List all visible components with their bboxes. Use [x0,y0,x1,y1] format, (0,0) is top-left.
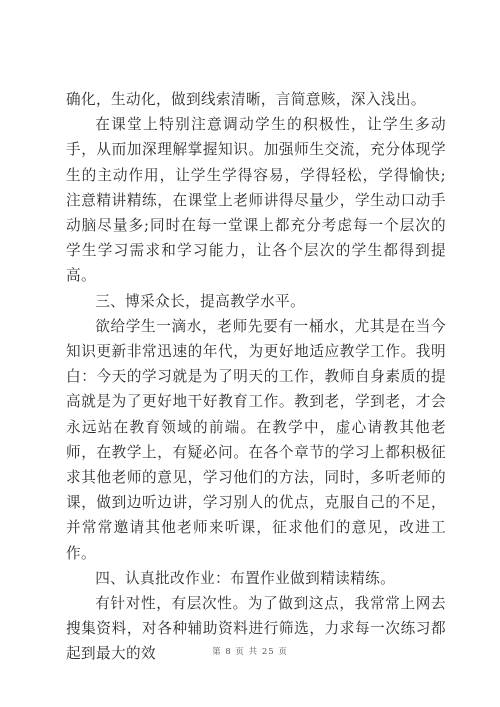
paragraph-1: 确化，生动化，做到线索清晰，言简意赅，深入浅出。 [66,91,426,108]
page-number-footer: 第 8 页 共 25 页 [212,647,288,657]
section-heading-3: 三、博采众长，提高教学水平。 [95,292,306,310]
paragraph-2: 在课堂上特别注意调动学生的积极性，让学生多动手，从而加深理解掌握知识。加强师生交流，充分体现学生的主动作用，让学生学得容易，学得轻松，学得愉快;注意精讲精练，在课堂上老师讲得尽量少，学生动口动手动脑尽量多;同时在每一堂课上都充分考虑每一个层次的学生学习需求和学习能力，让各个层次的学生都得到提高。 [66,116,446,285]
paragraph-6: 有针对性，有层次性。为了做到这点，我常常上网去搜集资料，对各种辅助资料进行筛选，力求每一次练习都起到最大的效 [66,595,446,663]
paragraph-4: 欲给学生一滴水，老师先要有一桶水，尤其是在当今知识更新非常迅速的年代，为更好地适应教学工作。我明白：今天的学习就是为了明天的工作，教师自身素质的提高就是为了更好地干好教育工作。教到老，学到老，才会永远站在教育领域的前端。在教学中，虚心请教其他老师，在教学上，有疑必问。在各个章节的学习上都积极征求其他老师的意见，学习他们的方法，同时，多听老师的课，做到边听边讲，学习别人的优点，克服自己的不足，并常常邀请其他老师来听课，征求他们的意见，改进工作。 [66,317,446,562]
section-heading-4: 四、认真批改作业：布置作业做到精读精练。 [95,569,396,587]
document-body [66,87,446,667]
